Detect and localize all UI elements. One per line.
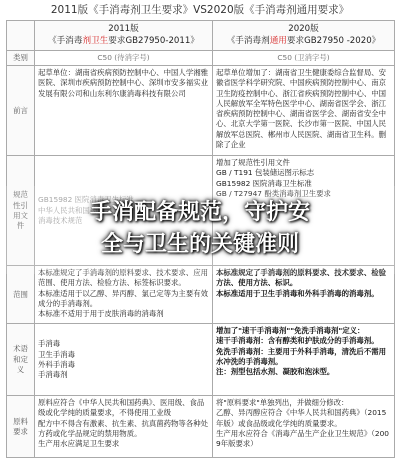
row-terms: [7, 324, 395, 396]
row-terms-2011: 手消毒 卫生手消毒 外科手消毒 手消毒剂: [35, 324, 213, 396]
header-2020-red: 通用: [269, 35, 287, 46]
header-2020-post: 要求GB27950 -2020》: [286, 35, 381, 46]
header-row: [7, 21, 395, 51]
row-scope: [7, 266, 395, 324]
subheader-2020: C50 (卫消字号): [213, 51, 395, 66]
row-materials: [7, 396, 395, 458]
header-2011-year: 2011版: [108, 24, 139, 35]
banner-line-1: 手消配备规范，守护安: [89, 200, 310, 225]
header-2011-pre: 《手消毒: [48, 35, 83, 46]
row-normative-2020: 增加了规范性引用文件 GB / T191 包装储运图示标志 GB15982 医院消毒卫生标准 GB / T27947 酚类消毒剂卫生要求: [213, 156, 395, 266]
subheader-label: 类别: [7, 51, 35, 66]
header-std-2020: [213, 21, 395, 51]
header-2011-name: [38, 36, 209, 47]
row-materials-2011: 原料应符合《中华人民共和国药典》、医用级、食品级或化学纯的质量要求，不得使用工业级 配方中不得含有激素、抗生素、抗真菌药物等各种处方药或化学品规定的禁用物质。 生产用水应满足卫生要求: [35, 396, 213, 458]
banner-line-2: 全与卫生的关键准则: [100, 232, 299, 257]
row-preface: [7, 66, 395, 156]
row-materials-label: 原料要求: [7, 396, 35, 458]
header-2011-post: 要求GB27950-2011》: [108, 35, 199, 46]
row-normative-2011: GB15982 医院消毒卫生标准 中华人民共和国药典 消毒技术规范: [35, 156, 213, 266]
row-scope-label: 范围: [7, 266, 35, 324]
header-2011-red: 剂卫生: [82, 35, 109, 46]
header-2020-pre: 《手消毒剂: [226, 35, 270, 46]
subheader-row: [7, 51, 395, 66]
row-preface-label: 前言: [7, 66, 35, 156]
row-preface-2020: 起草单位增加了：湖南省卫生健康委综合监督局、安徽省医学科学研究院、中国疾病预防控制中心、南京卫生防疫控制中心、浙江省疾病预防控制中心、中国人民解放军全军特色医学中心、湖南省医学会、浙江省疾病预防控制中心、湖南省医学会、湖南省安全中心、北京大学第一医院、长沙市第一医院、中国人民解放军总医院、郴州市人民医院、湖南省卫生科。删除了企业: [213, 66, 395, 156]
row-terms-2020: 增加了"速干手消毒剂""免洗手消毒剂"定义： 速干手消毒剂：含有醇类和护肤成分的手消毒剂。 免洗手消毒剂：主要用于外科手消毒，清洗后不需用水冲洗的手消毒剂。 注：剂型包括水剂、凝胶和泡沫型。: [213, 324, 395, 396]
header-2020-name: [216, 36, 391, 47]
row-scope-2011: 本标准规定了手消毒剂的原料要求、技术要求、应用范围、使用方法、检验方法、标签标识要求。 本标准适用于以乙醇、异丙醇、氯己定等为主要有效成分的手消毒剂。 本标准不适用于用于皮肤消毒的消毒剂: [35, 266, 213, 324]
row-normative-label: 规范性引用文件: [7, 156, 35, 266]
row-terms-label: 术语和定义: [7, 324, 35, 396]
header-2020-year: 2020版: [288, 24, 319, 35]
subheader-2011: C50 (待消字号): [35, 51, 213, 66]
row-preface-2011: 起草单位：湖南省疾病预防控制中心、中国人学湘雅医院、深圳市疾病预防控制中心、深圳市安多福实业发展有限公司和山东利尔康消毒科技有限公司: [35, 66, 213, 156]
header-std-2011: [35, 21, 213, 51]
row-scope-2020: 本标准规定了手消毒剂的原料要求、技术要求、检验方法、使用方法、标识。 本标准适用于卫生手消毒和外科手消毒的消毒剂。: [213, 266, 395, 324]
row-materials-2020: 将"原料要求"单独列出，并做细分修改： 乙醇、异丙醇应符合《中华人民共和国药典》（2015年版）或食品级或化学纯的质量要求。 生产用水应符合《消毒产品生产企业卫生规范》（2009年版要求）: [213, 396, 395, 458]
header-label-cell: [7, 21, 35, 51]
page-title: 2011版《手消毒剂卫生要求》VS2020版《手消毒剂通用要求》: [50, 4, 350, 16]
